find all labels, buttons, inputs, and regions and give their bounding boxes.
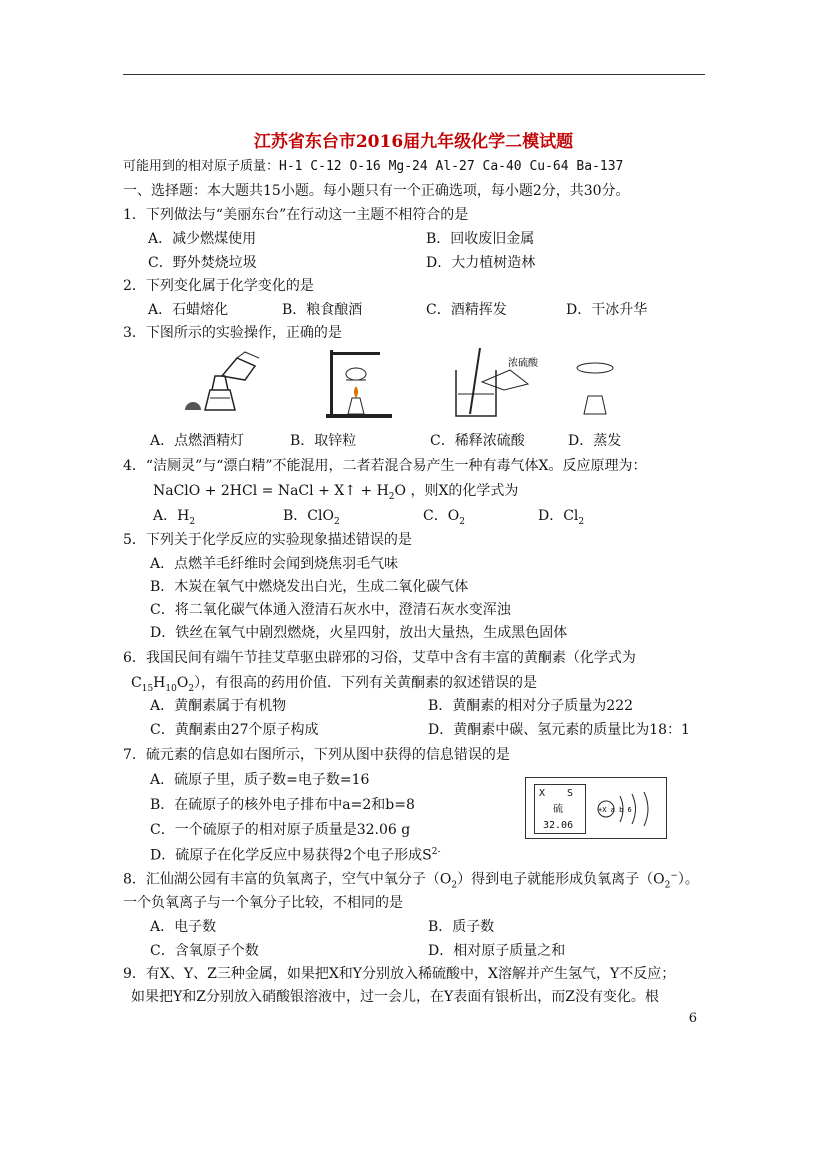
page-title: 江苏省东台市2016届九年级化学二模试题 xyxy=(253,132,574,152)
q2-option-d: D．干冰升华 xyxy=(566,302,648,318)
q6-formula-c: C xyxy=(131,675,142,691)
q6-formula-o: O xyxy=(176,675,189,691)
q4-equation-part-2: O ，则X的化学式为 xyxy=(394,483,519,499)
element-card-name: 硫 xyxy=(553,804,563,815)
q5-option-d: D．铁丝在氧气中剧烈燃烧，火星四射，放出大量热，生成黑色固体 xyxy=(150,625,568,641)
q7-option-b: B．在硫原子的核外电子排布中a=2和b=8 xyxy=(150,797,415,813)
q8-stem-part-3: ）。 xyxy=(677,871,699,888)
electron-shell-label: +X a b 6 xyxy=(598,806,632,814)
q3-option-d: D．蒸发 xyxy=(568,433,622,449)
q6-option-d: D．黄酮素中碳、氢元素的质量比为18：1 xyxy=(428,722,690,738)
q6-option-a: A．黄酮素属于有机物 xyxy=(150,698,287,714)
question-4-stem: 4．“洁厕灵”与“漂白精”不能混用，二者若混合易产生一种有毒气体X。反应原理为： xyxy=(123,458,647,474)
section-heading: 一、选择题：本大题共15小题。每小题只有一个正确选项，每小题2分，共30分。 xyxy=(123,183,630,199)
q6-formula-h: H xyxy=(153,675,166,691)
question-1-stem: 1．下列做法与“美丽东台”在行动这一主题不相符合的是 xyxy=(123,207,469,223)
q3-option-a: A．点燃酒精灯 xyxy=(150,433,245,449)
q4-option-b-text: B．ClO xyxy=(283,508,334,524)
q1-option-d: D．大力植树造林 xyxy=(426,255,536,271)
q4-option-b: B．ClO$_2$ xyxy=(283,508,340,527)
q7-option-d-text: D．硫原子在化学反应中易获得2个电子形成S xyxy=(150,847,432,864)
q4-option-d: D．$Cl_2$ xyxy=(538,508,585,527)
q7-option-a: A．硫原子里，质子数=电子数=16 xyxy=(150,772,370,788)
q1-option-c: C．野外焚烧垃圾 xyxy=(148,255,257,271)
question-8-stem: 8．汇仙湖公园有丰富的负氧离子，空气中氧分子$(O_2)$得到电子就能形成负氧离子$(O_2^-)$。 xyxy=(123,871,699,891)
sulfur-info-figure xyxy=(525,777,667,839)
q4-equation: NaClO + 2HCl = NaCl + X↑ + $H_2O$ ，则X的化学式为 xyxy=(153,483,519,502)
question-8-line2: 一个负氧离子与一个氧分子比较，不相同的是 xyxy=(123,895,403,911)
figure-label-acid: 浓硫酸 xyxy=(508,358,538,369)
q3-option-b: B．取锌粒 xyxy=(290,433,357,449)
q6-stem-rest: ），有很高的药用价值．下列有关黄酮素的叙述错误的是 xyxy=(194,675,538,691)
q4-option-d-text: D．Cl xyxy=(538,508,579,524)
q6-option-c: C．黄酮素由27个原子构成 xyxy=(150,722,319,738)
header-rule xyxy=(123,74,705,75)
element-card-x: X xyxy=(539,788,546,799)
q7-option-c: C．一个硫原子的相对原子质量是32.06 g xyxy=(150,822,411,838)
question-6-stem-line2: $C_{15}H_{10}O_2$），有很高的药用价值．下列有关黄酮素的叙述错误的是 xyxy=(131,675,538,694)
question-3-stem: 3．下图所示的实验操作，正确的是 xyxy=(123,325,342,341)
atomic-mass-line: 可能用到的相对原子质量：H-1 C-12 O-16 Mg-24 Al-27 Ca-40 Cu-64 Ba-137 xyxy=(123,159,624,174)
question-2-stem: 2．下列变化属于化学变化的是 xyxy=(123,278,314,294)
iron-stand-figure xyxy=(320,346,400,420)
q4-equation-part-1: NaClO + 2HCl = NaCl + X↑ + H xyxy=(153,483,389,499)
q5-option-b: B．木炭在氧气中燃烧发出白光，生成二氧化碳气体 xyxy=(150,579,469,595)
question-6-stem: 6．我国民间有端午节挂艾草驱虫辟邪的习俗，艾草中含有丰富的黄酮素（化学式为 xyxy=(123,650,636,666)
q8-stem-part-2: ）得到电子就能形成负氧离子（O xyxy=(457,871,665,888)
evaporation-figure xyxy=(560,350,630,420)
q3-option-c: C．稀释浓硫酸 xyxy=(430,433,525,449)
q1-option-a: A．减少燃煤使用 xyxy=(148,231,257,247)
question-9-line1: 9．有X、Y、Z三种金属，如果把X和Y分别放入稀硫酸中，X溶解并产生氢气，Y不反应； xyxy=(123,966,676,982)
question-5-stem: 5．下列关于化学反应的实验现象描述错误的是 xyxy=(123,532,412,548)
q1-option-b: B．回收废旧金属 xyxy=(426,231,535,247)
lighting-alcohol-lamp-figure xyxy=(175,348,265,418)
dilute-acid-figure xyxy=(448,344,548,420)
element-card xyxy=(534,784,586,834)
q5-option-c: C．将二氧化碳气体通入澄清石灰水中，澄清石灰水变浑浊 xyxy=(150,602,511,618)
q7-option-d: D．硫原子在化学反应中易获得2个电子形成$S^{2-}$ xyxy=(150,847,441,864)
q4-option-c: C．$O_2$ xyxy=(423,508,465,527)
page-number: 6 xyxy=(688,1011,697,1026)
q8-option-a: A．电子数 xyxy=(150,919,217,935)
element-card-symbol: S xyxy=(567,788,574,799)
electron-shell-diagram xyxy=(596,788,662,830)
q2-option-c: C．酒精挥发 xyxy=(426,302,507,318)
question-7-stem: 7．硫元素的信息如右图所示，下列从图中获得的信息错误的是 xyxy=(123,747,510,763)
q2-option-b: B．粮食酿酒 xyxy=(282,302,363,318)
q5-option-a: A．点燃羊毛纤维时会闻到烧焦羽毛气味 xyxy=(150,556,399,572)
q4-option-c-text: C．O xyxy=(423,508,460,524)
q4-option-a-text: A．H xyxy=(153,508,190,524)
question-9-line2: 如果把Y和Z分别放入硝酸银溶液中，过一会儿，在Y表面有银析出，而Z没有变化。根 xyxy=(131,989,659,1005)
element-card-mass: 32.06 xyxy=(543,820,574,831)
q4-option-a: A．$H_2$ xyxy=(153,508,196,527)
q8-option-d: D．相对原子质量之和 xyxy=(428,943,566,959)
q6-option-b: B．黄酮素的相对分子质量为222 xyxy=(428,698,634,714)
q2-option-a: A．石蜡熔化 xyxy=(148,302,229,318)
q8-option-c: C．含氧原子个数 xyxy=(150,943,259,959)
q8-stem-part-1: 8．汇仙湖公园有丰富的负氧离子，空气中氧分子（O xyxy=(123,871,452,888)
q8-option-b: B．质子数 xyxy=(428,919,495,935)
